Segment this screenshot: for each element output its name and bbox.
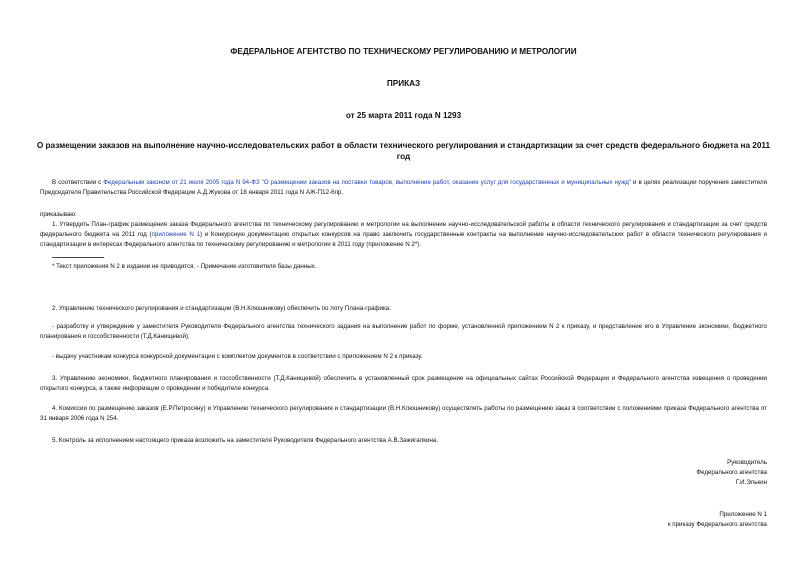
item-1-post: ) и Конкурсную документацию открытых конкурсов на право заключить государственные контракты на выполнение научно-исследовательских работ в области технического регулирования и стандартизации в интересах Федерального агентства по техническому регулированию и метрологии в 2011 году (приложение N 2*). <box>40 231 767 248</box>
item-2b: - выдачу участникам конкурса конкурсной документации с комплектом документов в соответствии с приложением N 2 к приказу. <box>52 353 423 360</box>
intro-pre: В соответствии с <box>52 179 104 186</box>
order-heading: ПРИКАЗ <box>386 79 421 88</box>
appendix-block <box>668 510 767 530</box>
item-1 <box>40 220 767 250</box>
footnote-divider <box>52 257 104 258</box>
signature-agency: Федерального агентства <box>696 469 767 476</box>
item-4: 4. Комиссии по размещению заказов (Е.Р.Петросяну) и Управлению технического регулирования и стандартизации (В.Н.Клюшникову) осуществлять работы по размещению заказ в соответствии с положениями приказа Федерального агентства от 31 января 2006 года N 254. <box>40 405 767 422</box>
intro-post: и в целях реализации поручения заместителя Председателя Правительства Российской Федерации А.Д.Жукова от 18 января 2011 года N АЖ-П12-6пр, <box>40 179 767 196</box>
item-5: 5. Контроль за исполнением настоящего приказа возложить на заместителя Руководителя Федерального агентства А.В.Зажигалкина. <box>52 437 439 444</box>
intro-paragraph <box>40 178 767 198</box>
order-date-number: от 25 марта 2011 года N 1293 <box>345 111 462 120</box>
orders-word: приказываю: <box>40 211 77 218</box>
agency-heading: ФЕДЕРАЛЬНОЕ АГЕНТСТВО ПО ТЕХНИЧЕСКОМУ РЕГУЛИРОВАНИЮ И МЕТРОЛОГИИ <box>230 47 577 56</box>
federal-law-link[interactable]: Федеральным законом от 21 июля 2005 года N 94-ФЗ "О размещении заказов на поставки товаров, выполнение работ, оказание услуг для государственных и муниципальных нужд" <box>103 179 632 186</box>
appendix-1-link[interactable]: приложение N 1 <box>151 231 201 238</box>
item-2: 2. Управлению технического регулирования и стандартизации (В.Н.Клюшникову) обеспечить по лоту Плана-графика: <box>52 305 391 312</box>
item-3: 3. Управлению экономики, бюджетного планирования и госсобственности (Т.Д.Канищевой) обеспечить в установленный срок размещение на официальных сайтах Российской Федерации и Федерального агентства извещения о проведении открытого конкурса, а также информации о проведении и победителе конкурса. <box>40 375 767 392</box>
signature-block <box>696 458 767 488</box>
signature-name: Г.И.Элькин <box>735 479 767 486</box>
item-2a: - разработку и утверждение у заместителя Руководителя Федерального агентства технического задания на выполнение работ по форме, установленной приложением N 2 к приказу, и представление его в Управление экономики, бюджетного планирования и госсобственности (Т.Д.Канищевой); <box>40 323 767 340</box>
footnote: * Текст приложения N 2 в издании не приводится. - Примечание изготовителя базы данных. <box>52 263 317 270</box>
item-1-pre: 1. Утвердить План-график размещения заказа Федерального агентства по техническому регулированию и метрологии на выполнение научно-исследовательской работы в области технического регулирования и стандартизации за счет средств федерального бюджета на 2011 год ( <box>40 221 767 238</box>
appendix-reference: к приказу Федерального агентства <box>667 521 767 528</box>
appendix-number: Приложение N 1 <box>719 511 767 518</box>
signature-title: Руководитель <box>727 459 767 466</box>
order-subject: О размещении заказов на выполнение научно-исследовательских работ в области технического регулирования и стандартизации за счет средств федерального бюджета на 2011 год <box>36 141 771 161</box>
